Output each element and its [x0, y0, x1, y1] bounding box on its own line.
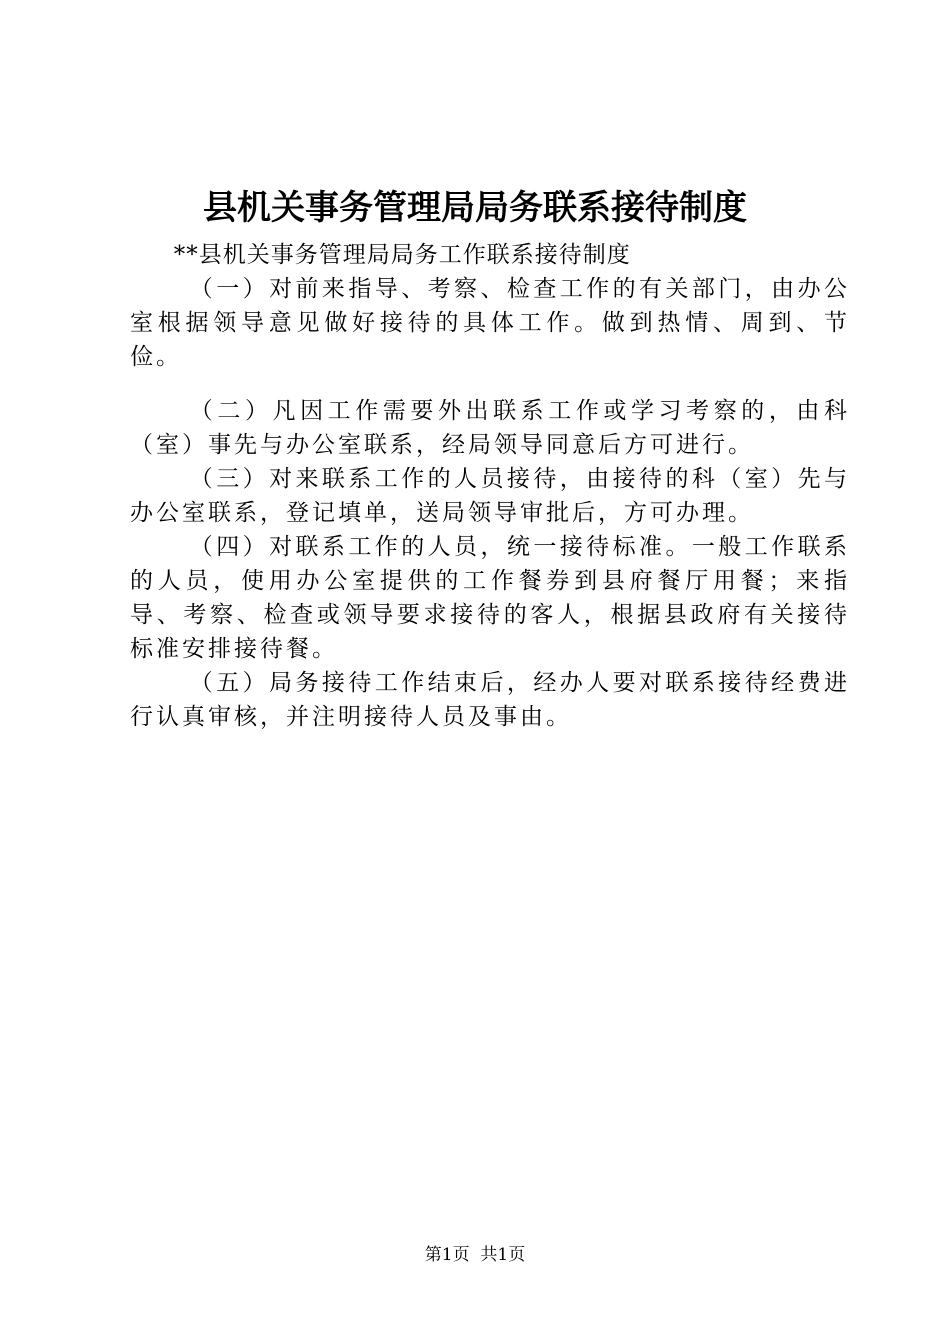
paragraph-5: （五）局务接待工作结束后，经办人要对联系接待经费进行认真审核，并注明接待人员及事由。: [130, 670, 850, 730]
document-subtitle: **县机关事务管理局局务工作联系接待制度: [173, 242, 631, 268]
document-title: 县机关事务管理局局务联系接待制度: [203, 188, 747, 228]
page-number-footer: 第1页 共1页: [424, 1245, 526, 1265]
paragraph-1: （一）对前来指导、考察、检查工作的有关部门，由办公室根据领导意见做好接待的具体工作。做到热情、周到、节俭。: [130, 276, 850, 370]
document-body: [130, 238, 850, 734]
paragraph-3: （三）对来联系工作的人员接待，由接待的科（室）先与办公室联系，登记填单，送局领导审批后，方可办理。: [130, 466, 850, 526]
paragraph-4: （四）对联系工作的人员，统一接待标准。一般工作联系的人员，使用办公室提供的工作餐券到县府餐厅用餐；来指导、考察、检查或领导要求接待的客人，根据县政府有关接待标准安排接待餐。: [130, 534, 850, 662]
paragraph-2: （二）凡因工作需要外出联系工作或学习考察的，由科（室）事先与办公室联系，经局领导同意后方可进行。: [130, 398, 850, 458]
